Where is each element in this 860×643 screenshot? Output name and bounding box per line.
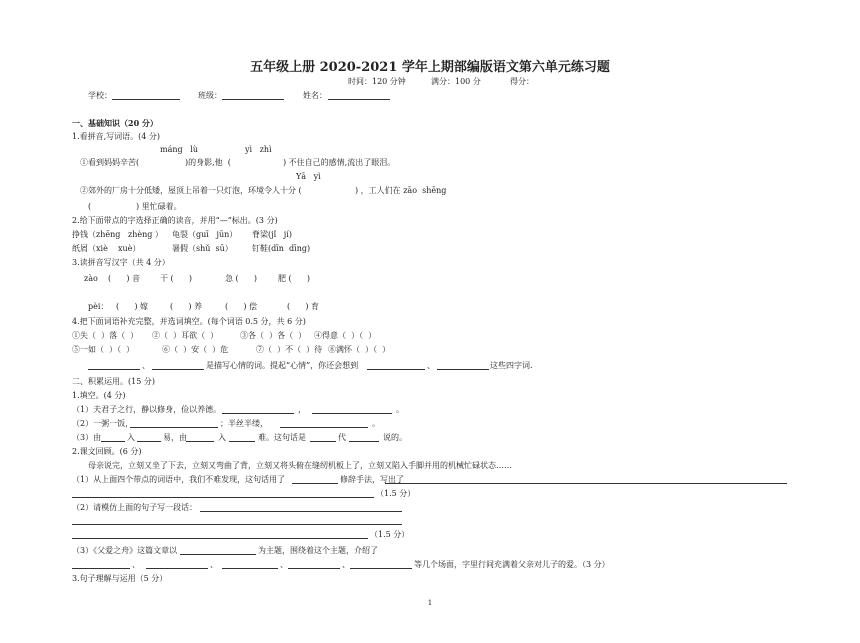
answer-blank[interactable] xyxy=(437,369,489,370)
answer-blank[interactable] xyxy=(288,568,340,569)
section-heading-1: 一、基础知识（20 分） xyxy=(72,118,158,128)
q4-fill-line-a: 是描写心情的词。提起“心情”，你还会想到 xyxy=(206,361,359,370)
page-number: 1 xyxy=(427,599,433,607)
fill-sentence-2: （2）一粥一饭， xyxy=(72,419,134,428)
review-question-1: （1）从上面四个带点的词语中，我们不难发现，这句话用了 xyxy=(72,475,286,484)
full-score: 满分：100 分 xyxy=(431,77,481,86)
q3-pinyin-pei: pèi： xyxy=(88,302,109,311)
pinyin-yi-zhi: yì zhì xyxy=(245,145,272,154)
answer-blank[interactable] xyxy=(312,413,392,414)
idiom-item: ⑦（ ）不（ ）待 xyxy=(256,345,323,354)
q2-item: 钉鞋(dīn dīng) xyxy=(252,244,311,253)
answer-blank[interactable] xyxy=(101,441,125,442)
fill-sentence-3c: 易，由 xyxy=(163,433,187,442)
sentence-3b: ) 里忙碌着。 xyxy=(136,202,182,211)
comma: 、 xyxy=(210,560,218,569)
fill-sentence-2b: ；半丝半缕， xyxy=(220,419,268,428)
idiom-item: ③各（ ）各（ ） xyxy=(240,331,307,340)
comma: ， xyxy=(298,405,306,414)
idiom-item: ⑧满怀（ ）（ ） xyxy=(328,345,391,354)
document-title: 五年级上册 2020-2021 学年上期部编版语文第六单元练习题 xyxy=(250,60,610,75)
question-3-title: 3.读拼音写汉字（共 4 分） xyxy=(72,258,170,267)
q2-item: 挣钱（zhēng zhèng ） xyxy=(72,230,163,239)
answer-blank[interactable] xyxy=(72,568,130,569)
idiom-item: ②（ ）耳欲（ ） xyxy=(152,331,219,340)
answer-blank[interactable] xyxy=(130,427,218,428)
answer-blank[interactable] xyxy=(367,369,425,370)
q2-item: 脊梁(jǐ jí) xyxy=(252,230,292,239)
answer-blank[interactable] xyxy=(146,568,208,569)
idiom-item: ④得意（ ）（ ） xyxy=(314,331,377,340)
answer-line[interactable] xyxy=(72,538,368,539)
sentence-2a: ②郊外的厂房十分低矮，屋顶上吊着一只灯泡，环境令人十分 ( xyxy=(80,186,302,195)
q3-blank: ( ) 偿 xyxy=(225,302,258,311)
pinyin-mang-lu: máng lù xyxy=(160,145,198,154)
p2-question-1-title: 1.填空。(4 分) xyxy=(72,391,126,400)
q2-item: 暑假（shǔ sū） xyxy=(172,244,233,253)
review-question-2: （2）请模仿上面的句子写一段话： xyxy=(72,503,198,512)
answer-line[interactable] xyxy=(72,524,402,525)
idiom-item: ①失（ ）落（ ） xyxy=(72,331,139,340)
sentence-2b: ) ，工人们在 zāo shēng xyxy=(355,186,447,195)
answer-blank[interactable] xyxy=(137,441,161,442)
q2-item: 纸屑（xiè xuè） xyxy=(72,244,141,253)
review-question-3b: 为主题，围绕着这个主题，介绍了 xyxy=(258,546,378,555)
q3-blank: 急 ( ) xyxy=(225,274,258,283)
name-blank[interactable] xyxy=(328,99,390,100)
comma: 、 xyxy=(142,361,150,370)
fill-sentence-3e: 难。这句话是 xyxy=(258,433,306,442)
comma: 、 xyxy=(132,560,140,569)
fill-sentence-1: （1）夫君子之行，静以修身，俭以养德。 xyxy=(72,405,222,414)
fill-sentence-3a: （3）由 xyxy=(72,433,102,442)
period: 。 xyxy=(396,405,404,414)
comma: 、 xyxy=(342,560,350,569)
p2-question-3-title: 3.句子理解与运用（5 分） xyxy=(72,574,168,583)
idiom-item: ⑤一如（ ）（ ） xyxy=(72,345,135,354)
q3-blank: 肥 ( ) xyxy=(278,274,311,283)
passage: 母亲说完，立刻又坐了下去，立刻又弯曲了背，立刻又将头俯在缝纫机板上了，立刻又陷入手脚并用的机械忙碌状态…… xyxy=(88,461,512,470)
answer-blank[interactable] xyxy=(350,568,412,569)
idiom-item: ⑥（ ）安（ ）危 xyxy=(162,345,229,354)
fill-sentence-3g: 说的。 xyxy=(383,433,407,442)
school-blank[interactable] xyxy=(112,99,180,100)
time-limit: 时间：120 分钟 xyxy=(348,77,406,86)
answer-line[interactable] xyxy=(385,483,787,484)
answer-line[interactable] xyxy=(200,511,402,512)
q3-blank: 干 ( ) xyxy=(160,274,193,283)
answer-blank[interactable] xyxy=(222,413,294,414)
answer-blank[interactable] xyxy=(88,369,140,370)
fill-sentence-3f: 代 xyxy=(338,433,346,442)
sentence-1c: ) 不住自己的感情,流出了眼泪。 xyxy=(283,158,396,167)
comma: 、 xyxy=(280,560,288,569)
q3-blank: ( ) 育 xyxy=(287,302,320,311)
q3-blank: ( ) 音 xyxy=(108,274,141,283)
q2-item: 龟裂（guī jūn） xyxy=(172,230,238,239)
sentence-1a: ①看到妈妈辛苦( xyxy=(80,158,140,167)
sentence-3a: ( xyxy=(88,202,92,211)
review-question-3c: 等几个场面，字里行间充满着父亲对儿子的爱。（3 分） xyxy=(414,560,610,569)
name-label: 姓名： xyxy=(303,91,327,100)
q4-fill-line-b: 这些四字词. xyxy=(490,361,533,370)
answer-blank[interactable] xyxy=(222,568,278,569)
review-question-1b: 修辞手法，写出了 xyxy=(340,475,404,484)
answer-blank[interactable] xyxy=(310,441,336,442)
section-heading-2: 二、积累运用。(15 分) xyxy=(72,377,155,386)
mark-1-5: （1.5 分） xyxy=(376,489,416,498)
mark-1-5: （1.5 分） xyxy=(370,530,410,539)
answer-blank[interactable] xyxy=(186,441,214,442)
p2-question-2-title: 2.课文回顾。(6 分) xyxy=(72,447,142,456)
question-4-title: 4.把下面词语补充完整，并选词填空。(每个词语 0.5 分，共 6 分) xyxy=(72,317,306,326)
score-obtained: 得分： xyxy=(510,77,534,86)
school-label: 学校： xyxy=(88,91,112,100)
review-question-3a: （3）《父爱之舟》这篇文章以 xyxy=(72,546,178,555)
sentence-1b: )的身影,他 ( xyxy=(185,158,231,167)
q3-pinyin-zao: zào xyxy=(84,274,98,283)
q3-blank: ( ) 嫁 xyxy=(116,302,149,311)
fill-sentence-3b: 入 xyxy=(127,433,135,442)
pinyin-ya-yi: Yā yì xyxy=(296,172,321,181)
answer-blank[interactable] xyxy=(229,441,255,442)
q3-blank: ( ) 养 xyxy=(170,302,203,311)
answer-blank[interactable] xyxy=(152,369,204,370)
question-2-title: 2.给下面带点的字选择正确的读音，并用“—”标出。(3 分) xyxy=(72,216,278,225)
period: 。 xyxy=(372,419,380,428)
answer-line[interactable] xyxy=(72,497,374,498)
answer-blank[interactable] xyxy=(180,554,256,555)
answer-blank[interactable] xyxy=(280,427,368,428)
answer-blank[interactable] xyxy=(349,441,379,442)
comma: 、 xyxy=(427,361,435,370)
fill-sentence-3d: 入 xyxy=(218,433,226,442)
class-blank[interactable] xyxy=(222,99,284,100)
class-label: 班级： xyxy=(198,91,222,100)
question-1-title: 1.看拼音,写词语。(4 分) xyxy=(72,132,161,141)
answer-blank[interactable] xyxy=(292,483,338,484)
